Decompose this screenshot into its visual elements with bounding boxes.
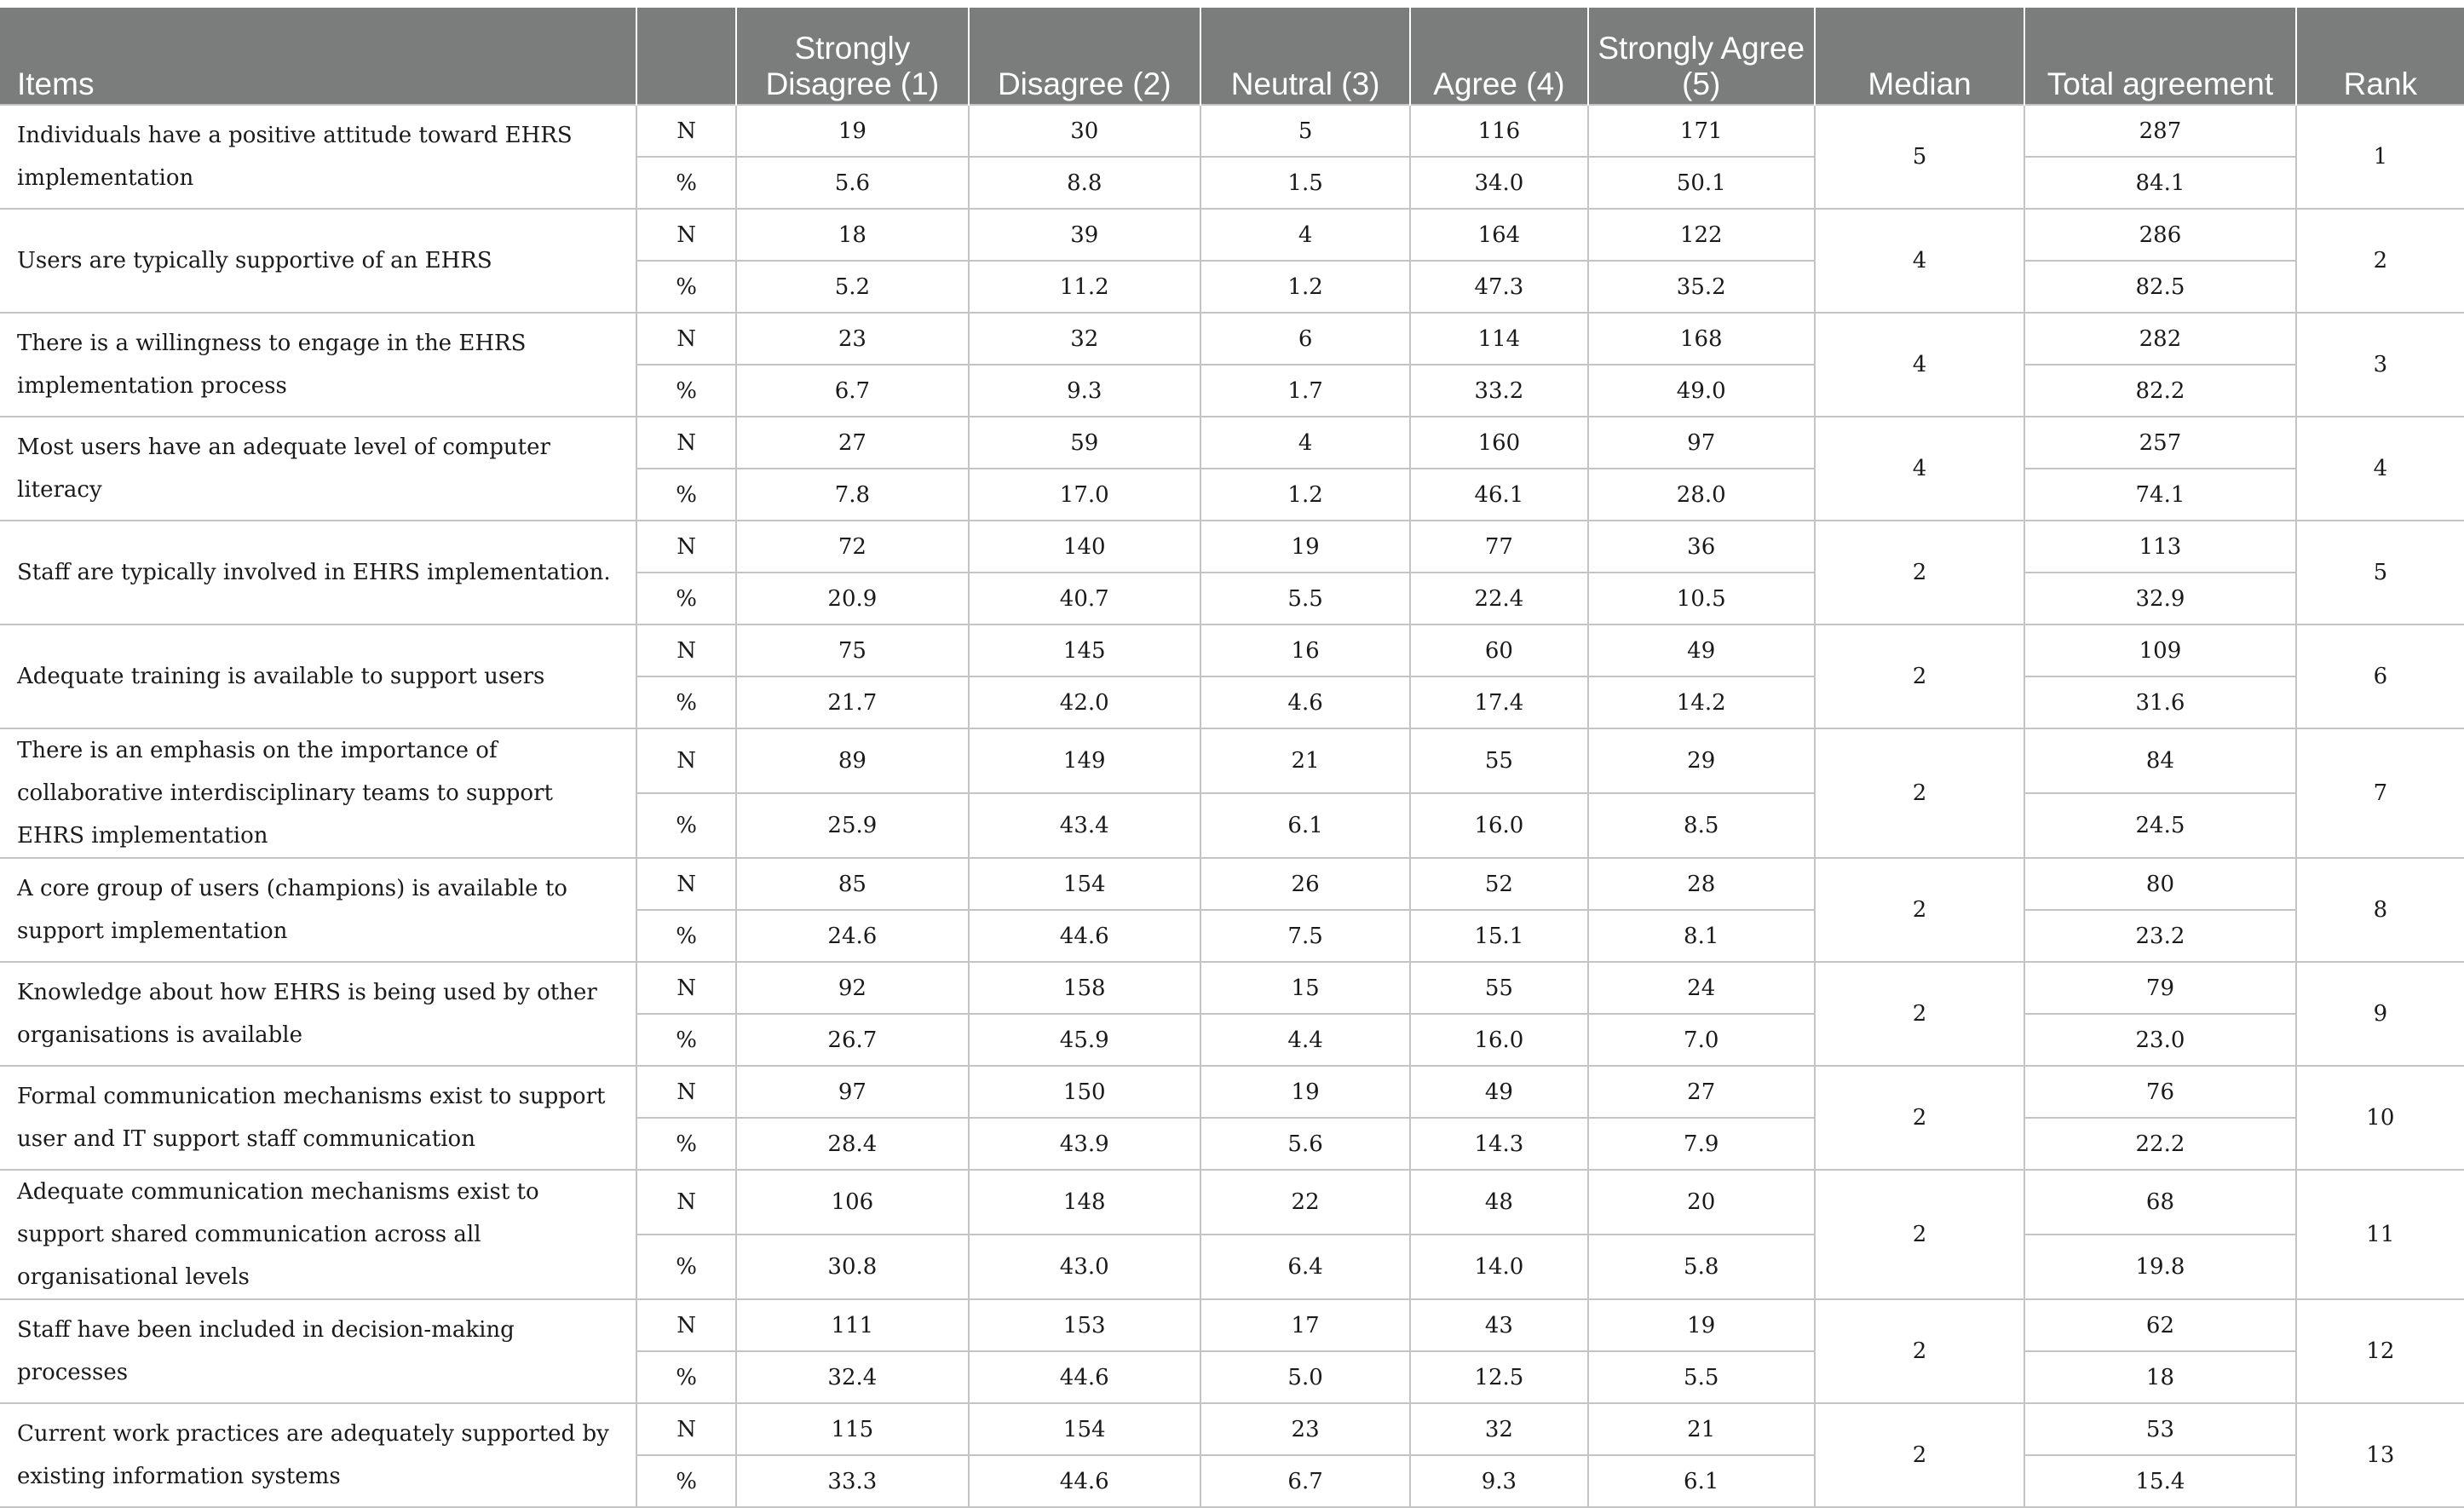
- cell-strongly-disagree-n: 89: [736, 728, 968, 793]
- cell-agree-percent: 9.3: [1410, 1455, 1587, 1507]
- total-agreement-percent: 24.5: [2024, 793, 2295, 858]
- total-agreement-n: 80: [2024, 858, 2295, 910]
- cell-strongly-agree-n: 122: [1588, 209, 1815, 261]
- cell-strongly-disagree-percent: 25.9: [736, 793, 968, 858]
- cell-neutral-n: 4: [1200, 417, 1410, 469]
- cell-strongly-agree-percent: 6.1: [1588, 1455, 1815, 1507]
- cell-neutral-percent: 6.4: [1200, 1235, 1410, 1299]
- stat-label-n: N: [636, 728, 736, 793]
- table-row-n: [0, 209, 2464, 261]
- total-agreement-percent: 15.4: [2024, 1455, 2295, 1507]
- stat-label-n: N: [636, 105, 736, 157]
- rank-value: 1: [2296, 105, 2464, 209]
- stat-label-percent: %: [636, 793, 736, 858]
- cell-strongly-disagree-percent: 7.8: [736, 469, 968, 521]
- total-agreement-percent: 74.1: [2024, 469, 2295, 521]
- cell-neutral-n: 6: [1200, 313, 1410, 365]
- cell-strongly-disagree-n: 75: [736, 624, 968, 676]
- total-agreement-percent: 82.2: [2024, 365, 2295, 417]
- stat-label-n: N: [636, 209, 736, 261]
- cell-neutral-n: 26: [1200, 858, 1410, 910]
- stat-label-percent: %: [636, 1235, 736, 1299]
- cell-strongly-agree-percent: 8.5: [1588, 793, 1815, 858]
- cell-agree-n: 114: [1410, 313, 1587, 365]
- cell-strongly-disagree-percent: 5.2: [736, 261, 968, 313]
- total-agreement-percent: 32.9: [2024, 573, 2295, 624]
- item-label: Users are typically supportive of an EHRS: [0, 209, 636, 313]
- cell-strongly-disagree-n: 18: [736, 209, 968, 261]
- rank-value: 12: [2296, 1299, 2464, 1403]
- cell-strongly-disagree-n: 19: [736, 105, 968, 157]
- cell-agree-percent: 14.0: [1410, 1235, 1587, 1299]
- median-value: 4: [1815, 313, 2024, 417]
- cell-disagree-percent: 42.0: [969, 676, 1200, 728]
- cell-strongly-disagree-n: 106: [736, 1170, 968, 1235]
- item-label: Most users have an adequate level of computer literacy: [0, 417, 636, 521]
- total-agreement-percent: 23.2: [2024, 910, 2295, 962]
- cell-strongly-disagree-n: 85: [736, 858, 968, 910]
- median-value: 2: [1815, 962, 2024, 1066]
- rank-value: 8: [2296, 858, 2464, 962]
- item-label: Adequate communication mechanisms exist to support shared communication across all organisational levels: [0, 1170, 636, 1299]
- cell-strongly-disagree-n: 97: [736, 1066, 968, 1118]
- header-neutral: Neutral (3): [1200, 8, 1410, 105]
- cell-disagree-percent: 11.2: [969, 261, 1200, 313]
- table-row-n: [0, 728, 2464, 793]
- total-agreement-n: 113: [2024, 521, 2295, 573]
- cell-strongly-disagree-percent: 5.6: [736, 157, 968, 209]
- stat-label-n: N: [636, 1066, 736, 1118]
- cell-neutral-percent: 6.1: [1200, 793, 1410, 858]
- rank-value: 2: [2296, 209, 2464, 313]
- median-value: 2: [1815, 1299, 2024, 1403]
- cell-disagree-percent: 40.7: [969, 573, 1200, 624]
- item-label: Formal communication mechanisms exist to support user and IT support staff communication: [0, 1066, 636, 1170]
- median-value: 5: [1815, 105, 2024, 209]
- cell-disagree-percent: 17.0: [969, 469, 1200, 521]
- cell-strongly-agree-n: 24: [1588, 962, 1815, 1014]
- cell-neutral-n: 19: [1200, 521, 1410, 573]
- cell-disagree-n: 154: [969, 1403, 1200, 1455]
- median-value: 2: [1815, 858, 2024, 962]
- cell-disagree-n: 149: [969, 728, 1200, 793]
- cell-neutral-percent: 7.5: [1200, 910, 1410, 962]
- cell-neutral-n: 4: [1200, 209, 1410, 261]
- survey-results-table: [0, 8, 2464, 1508]
- cell-disagree-percent: 44.6: [969, 1455, 1200, 1507]
- table-row-n: [0, 313, 2464, 365]
- cell-neutral-percent: 1.5: [1200, 157, 1410, 209]
- cell-neutral-n: 23: [1200, 1403, 1410, 1455]
- total-agreement-percent: 19.8: [2024, 1235, 2295, 1299]
- header-median: Median: [1815, 8, 2024, 105]
- cell-agree-n: 160: [1410, 417, 1587, 469]
- cell-strongly-agree-n: 49: [1588, 624, 1815, 676]
- rank-value: 5: [2296, 521, 2464, 624]
- stat-label-percent: %: [636, 910, 736, 962]
- cell-neutral-percent: 5.5: [1200, 573, 1410, 624]
- total-agreement-n: 79: [2024, 962, 2295, 1014]
- stat-label-percent: %: [636, 1014, 736, 1066]
- table-row-n: [0, 962, 2464, 1014]
- stat-label-n: N: [636, 962, 736, 1014]
- total-agreement-n: 68: [2024, 1170, 2295, 1235]
- cell-agree-percent: 17.4: [1410, 676, 1587, 728]
- cell-disagree-n: 158: [969, 962, 1200, 1014]
- table-row-n: [0, 858, 2464, 910]
- table-row-n: [0, 1403, 2464, 1455]
- cell-agree-percent: 33.2: [1410, 365, 1587, 417]
- cell-strongly-disagree-percent: 21.7: [736, 676, 968, 728]
- item-label: Staff have been included in decision-making processes: [0, 1299, 636, 1403]
- cell-strongly-agree-n: 27: [1588, 1066, 1815, 1118]
- cell-agree-n: 164: [1410, 209, 1587, 261]
- cell-strongly-agree-percent: 5.5: [1588, 1351, 1815, 1403]
- cell-disagree-n: 39: [969, 209, 1200, 261]
- cell-strongly-disagree-percent: 30.8: [736, 1235, 968, 1299]
- table-row-n: [0, 105, 2464, 157]
- header-strongly-disagree: Strongly Disagree (1): [736, 8, 968, 105]
- cell-agree-percent: 47.3: [1410, 261, 1587, 313]
- table-row-n: [0, 521, 2464, 573]
- cell-strongly-agree-percent: 7.9: [1588, 1118, 1815, 1170]
- cell-strongly-agree-n: 19: [1588, 1299, 1815, 1351]
- item-label: There is a willingness to engage in the EHRS implementation process: [0, 313, 636, 417]
- stat-label-percent: %: [636, 365, 736, 417]
- cell-neutral-percent: 1.2: [1200, 469, 1410, 521]
- total-agreement-percent: 82.5: [2024, 261, 2295, 313]
- header-strongly-agree: Strongly Agree (5): [1588, 8, 1815, 105]
- cell-strongly-disagree-n: 111: [736, 1299, 968, 1351]
- cell-neutral-n: 15: [1200, 962, 1410, 1014]
- stat-label-n: N: [636, 858, 736, 910]
- cell-neutral-n: 21: [1200, 728, 1410, 793]
- stat-label-percent: %: [636, 1455, 736, 1507]
- cell-neutral-percent: 5.0: [1200, 1351, 1410, 1403]
- cell-disagree-n: 148: [969, 1170, 1200, 1235]
- cell-strongly-disagree-percent: 24.6: [736, 910, 968, 962]
- item-label: Current work practices are adequately supported by existing information systems: [0, 1403, 636, 1507]
- cell-agree-n: 77: [1410, 521, 1587, 573]
- table-row-n: [0, 1066, 2464, 1118]
- cell-strongly-disagree-percent: 28.4: [736, 1118, 968, 1170]
- total-agreement-percent: 22.2: [2024, 1118, 2295, 1170]
- cell-agree-n: 43: [1410, 1299, 1587, 1351]
- cell-agree-n: 116: [1410, 105, 1587, 157]
- median-value: 4: [1815, 417, 2024, 521]
- cell-strongly-agree-n: 21: [1588, 1403, 1815, 1455]
- cell-strongly-agree-n: 29: [1588, 728, 1815, 793]
- cell-neutral-percent: 1.7: [1200, 365, 1410, 417]
- header-row: [0, 8, 2464, 105]
- rank-value: 4: [2296, 417, 2464, 521]
- cell-strongly-disagree-percent: 6.7: [736, 365, 968, 417]
- item-label: There is an emphasis on the importance of collaborative interdisciplinary teams to support EHRS implementation: [0, 728, 636, 858]
- cell-agree-percent: 46.1: [1410, 469, 1587, 521]
- stat-label-n: N: [636, 624, 736, 676]
- total-agreement-n: 53: [2024, 1403, 2295, 1455]
- rank-value: 3: [2296, 313, 2464, 417]
- cell-strongly-agree-n: 97: [1588, 417, 1815, 469]
- cell-strongly-disagree-n: 115: [736, 1403, 968, 1455]
- cell-strongly-disagree-n: 23: [736, 313, 968, 365]
- rank-value: 13: [2296, 1403, 2464, 1507]
- cell-agree-percent: 12.5: [1410, 1351, 1587, 1403]
- median-value: 2: [1815, 1170, 2024, 1299]
- rank-value: 11: [2296, 1170, 2464, 1299]
- total-agreement-n: 109: [2024, 624, 2295, 676]
- rank-value: 6: [2296, 624, 2464, 728]
- header-stat: [636, 8, 736, 105]
- median-value: 2: [1815, 521, 2024, 624]
- cell-strongly-disagree-percent: 26.7: [736, 1014, 968, 1066]
- cell-neutral-n: 16: [1200, 624, 1410, 676]
- stat-label-n: N: [636, 1170, 736, 1235]
- header-total-agreement: Total agreement: [2024, 8, 2295, 105]
- cell-agree-percent: 16.0: [1410, 1014, 1587, 1066]
- cell-neutral-n: 19: [1200, 1066, 1410, 1118]
- total-agreement-percent: 18: [2024, 1351, 2295, 1403]
- cell-agree-percent: 34.0: [1410, 157, 1587, 209]
- header-rank: Rank: [2296, 8, 2464, 105]
- item-label: Knowledge about how EHRS is being used by other organisations is available: [0, 962, 636, 1066]
- rank-value: 10: [2296, 1066, 2464, 1170]
- median-value: 2: [1815, 1066, 2024, 1170]
- median-value: 2: [1815, 624, 2024, 728]
- total-agreement-n: 62: [2024, 1299, 2295, 1351]
- cell-neutral-n: 17: [1200, 1299, 1410, 1351]
- cell-neutral-percent: 1.2: [1200, 261, 1410, 313]
- cell-strongly-agree-percent: 7.0: [1588, 1014, 1815, 1066]
- total-agreement-n: 257: [2024, 417, 2295, 469]
- cell-strongly-agree-percent: 8.1: [1588, 910, 1815, 962]
- cell-neutral-percent: 4.6: [1200, 676, 1410, 728]
- cell-strongly-disagree-n: 27: [736, 417, 968, 469]
- cell-disagree-n: 140: [969, 521, 1200, 573]
- header-items: Items: [0, 8, 636, 105]
- cell-agree-percent: 14.3: [1410, 1118, 1587, 1170]
- cell-disagree-n: 145: [969, 624, 1200, 676]
- stat-label-n: N: [636, 417, 736, 469]
- cell-disagree-percent: 44.6: [969, 1351, 1200, 1403]
- cell-agree-n: 49: [1410, 1066, 1587, 1118]
- stat-label-n: N: [636, 1403, 736, 1455]
- item-label: Individuals have a positive attitude toward EHRS implementation: [0, 105, 636, 209]
- total-agreement-percent: 23.0: [2024, 1014, 2295, 1066]
- cell-disagree-n: 30: [969, 105, 1200, 157]
- cell-disagree-n: 154: [969, 858, 1200, 910]
- median-value: 4: [1815, 209, 2024, 313]
- cell-disagree-percent: 43.4: [969, 793, 1200, 858]
- total-agreement-n: 286: [2024, 209, 2295, 261]
- cell-strongly-disagree-percent: 32.4: [736, 1351, 968, 1403]
- cell-neutral-n: 5: [1200, 105, 1410, 157]
- cell-agree-percent: 22.4: [1410, 573, 1587, 624]
- cell-disagree-n: 32: [969, 313, 1200, 365]
- total-agreement-n: 282: [2024, 313, 2295, 365]
- stat-label-percent: %: [636, 1118, 736, 1170]
- cell-strongly-agree-n: 168: [1588, 313, 1815, 365]
- cell-disagree-n: 153: [969, 1299, 1200, 1351]
- cell-neutral-percent: 6.7: [1200, 1455, 1410, 1507]
- cell-strongly-agree-percent: 5.8: [1588, 1235, 1815, 1299]
- median-value: 2: [1815, 728, 2024, 858]
- total-agreement-n: 287: [2024, 105, 2295, 157]
- cell-agree-percent: 16.0: [1410, 793, 1587, 858]
- stat-label-n: N: [636, 1299, 736, 1351]
- item-label: A core group of users (champions) is available to support implementation: [0, 858, 636, 962]
- stat-label-percent: %: [636, 261, 736, 313]
- cell-disagree-percent: 8.8: [969, 157, 1200, 209]
- cell-strongly-agree-percent: 35.2: [1588, 261, 1815, 313]
- cell-strongly-agree-percent: 14.2: [1588, 676, 1815, 728]
- cell-agree-n: 48: [1410, 1170, 1587, 1235]
- stat-label-percent: %: [636, 573, 736, 624]
- cell-neutral-percent: 5.6: [1200, 1118, 1410, 1170]
- table-row-n: [0, 624, 2464, 676]
- cell-strongly-agree-percent: 50.1: [1588, 157, 1815, 209]
- cell-strongly-agree-n: 20: [1588, 1170, 1815, 1235]
- cell-strongly-disagree-n: 72: [736, 521, 968, 573]
- cell-disagree-percent: 43.9: [969, 1118, 1200, 1170]
- total-agreement-n: 84: [2024, 728, 2295, 793]
- header-disagree: Disagree (2): [969, 8, 1200, 105]
- median-value: 2: [1815, 1403, 2024, 1507]
- cell-agree-n: 55: [1410, 728, 1587, 793]
- cell-disagree-n: 150: [969, 1066, 1200, 1118]
- total-agreement-n: 76: [2024, 1066, 2295, 1118]
- total-agreement-percent: 84.1: [2024, 157, 2295, 209]
- cell-strongly-disagree-percent: 20.9: [736, 573, 968, 624]
- cell-disagree-n: 59: [969, 417, 1200, 469]
- stat-label-n: N: [636, 521, 736, 573]
- cell-disagree-percent: 45.9: [969, 1014, 1200, 1066]
- rank-value: 7: [2296, 728, 2464, 858]
- cell-strongly-agree-n: 28: [1588, 858, 1815, 910]
- header-agree: Agree (4): [1410, 8, 1587, 105]
- cell-strongly-disagree-percent: 33.3: [736, 1455, 968, 1507]
- cell-strongly-agree-percent: 28.0: [1588, 469, 1815, 521]
- item-label: Staff are typically involved in EHRS implementation.: [0, 521, 636, 624]
- cell-disagree-percent: 44.6: [969, 910, 1200, 962]
- cell-strongly-agree-n: 36: [1588, 521, 1815, 573]
- cell-disagree-percent: 9.3: [969, 365, 1200, 417]
- stat-label-percent: %: [636, 157, 736, 209]
- cell-strongly-disagree-n: 92: [736, 962, 968, 1014]
- cell-disagree-percent: 43.0: [969, 1235, 1200, 1299]
- table-row-n: [0, 1299, 2464, 1351]
- stat-label-n: N: [636, 313, 736, 365]
- cell-strongly-agree-percent: 10.5: [1588, 573, 1815, 624]
- cell-strongly-agree-percent: 49.0: [1588, 365, 1815, 417]
- cell-strongly-agree-n: 171: [1588, 105, 1815, 157]
- item-label: Adequate training is available to support users: [0, 624, 636, 728]
- stat-label-percent: %: [636, 469, 736, 521]
- table-body: [0, 105, 2464, 1507]
- cell-agree-n: 32: [1410, 1403, 1587, 1455]
- stat-label-percent: %: [636, 676, 736, 728]
- table-row-n: [0, 417, 2464, 469]
- cell-agree-n: 60: [1410, 624, 1587, 676]
- stat-label-percent: %: [636, 1351, 736, 1403]
- cell-neutral-n: 22: [1200, 1170, 1410, 1235]
- table-row-n: [0, 1170, 2464, 1235]
- cell-agree-percent: 15.1: [1410, 910, 1587, 962]
- rank-value: 9: [2296, 962, 2464, 1066]
- cell-agree-n: 52: [1410, 858, 1587, 910]
- total-agreement-percent: 31.6: [2024, 676, 2295, 728]
- cell-neutral-percent: 4.4: [1200, 1014, 1410, 1066]
- cell-agree-n: 55: [1410, 962, 1587, 1014]
